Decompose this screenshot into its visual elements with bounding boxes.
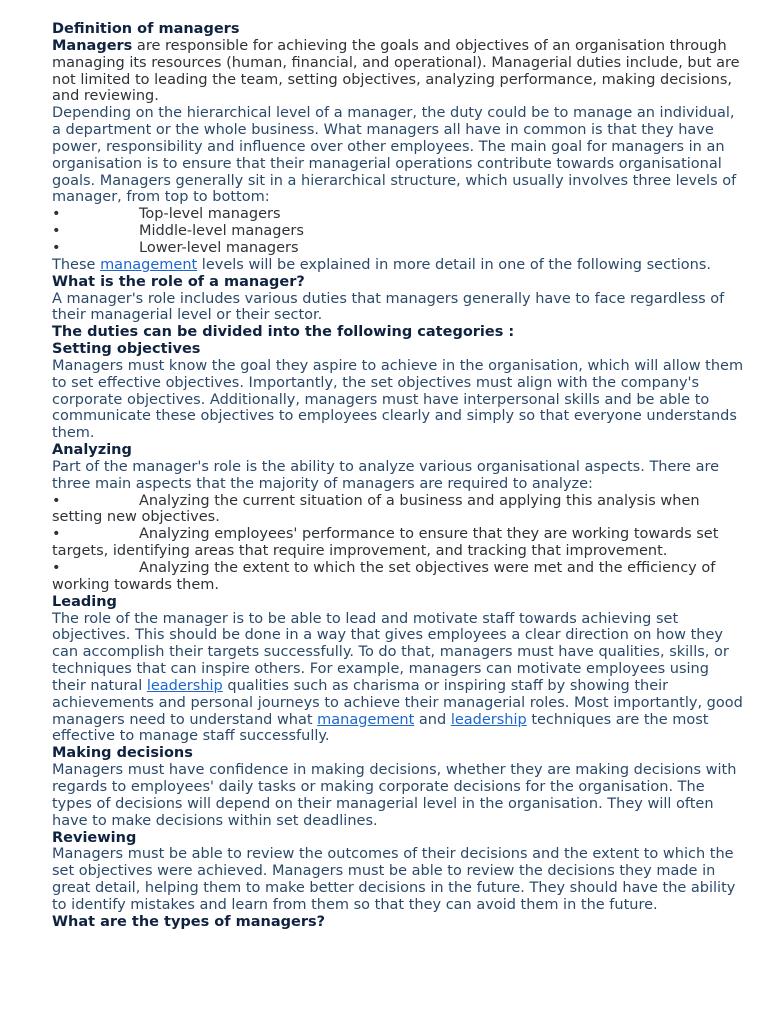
reviewing-paragraph: Managers must be able to review the outcomes of their decisions and the extent to which the set objectives were achieved. Managers must be able to review the decisions they made in great detail, helping them to make better decisions in the future. They should have the ability to identify mistakes and learn from them so that they can avoid them in the future.: [52, 846, 736, 913]
level-label: Lower-level managers: [139, 239, 299, 256]
objectives-paragraph: Managers must know the goal they aspire to achieve in the organisation, which will allow them to set effective objectives. Importantly, the set objectives must align with the company's corporate objectives. Additionally, managers must have interpersonal skills and be able to communicate these objectives to employees clearly and simply so that everyone understands them.: [52, 357, 744, 442]
list-item-analyzing: [52, 493, 744, 527]
analyzing-item-text: Analyzing the current situation of a business and applying this analysis when setting new objectives.: [52, 492, 700, 526]
list-item-level: [52, 206, 744, 223]
heading-categories: The duties can be divided into the following categories :: [52, 324, 515, 341]
role-paragraph: A manager's role includes various duties that managers generally have to face regardless of their managerial level or their sector.: [52, 290, 725, 324]
decisions-paragraph: Managers must have confidence in making decisions, whether they are making decisions with regards to employees' daily tasks or making corporate decisions for the organisation. The types of decisions will depend on their managerial level in the organisation. They will often have to make decisions within set deadlines.: [52, 762, 737, 829]
list-item-analyzing: [52, 560, 744, 594]
level-label: Middle-level managers: [139, 223, 304, 240]
heading-making-decisions: Making decisions: [52, 745, 193, 762]
intro-bold-term: Managers: [52, 37, 133, 54]
leading-text: The role of the manager is to be able to lead and motivate staff towards achieving set objectives. This should be done in a way that gives employees a clear direction on how they can accomplish their targets successfully. To do that, managers must have qualities, skills, or techniques that can inspire others. For example, managers can motivate employees using their natural: [52, 610, 729, 694]
management-link[interactable]: management: [317, 711, 415, 728]
leading-text: and: [414, 711, 451, 728]
heading-leading: Leading: [52, 593, 117, 610]
heading-setting-objectives: Setting objectives: [52, 341, 201, 358]
bullet-icon: •: [52, 223, 61, 240]
list-item-level: [52, 223, 744, 240]
heading-types-of-managers: What are the types of managers?: [52, 913, 326, 930]
bullet-icon: •: [52, 526, 61, 543]
levels-note-text: levels will be explained in more detail in one of the following sections.: [197, 256, 712, 273]
bullet-icon: •: [52, 492, 61, 509]
heading-reviewing: Reviewing: [52, 829, 137, 846]
bullet-icon: •: [52, 239, 61, 256]
leadership-link[interactable]: leadership: [450, 711, 527, 728]
levels-note: [52, 257, 744, 274]
list-item-analyzing: [52, 526, 744, 560]
hierarchy-paragraph: Depending on the hierarchical level of a manager, the duty could be to manage an individual, a department or the whole business. What managers all have in common is that they have power, responsibility and influence over other employees. The main goal for managers in an organisation is to ensure that their managerial operations contribute towards organisational goals. Managers generally sit in a hierarchical structure, which usually involves three levels of manager, from top to bottom:: [52, 105, 737, 206]
heading-definition: Definition of managers: [52, 21, 240, 37]
leadership-link[interactable]: leadership: [146, 677, 223, 694]
heading-role: What is the role of a manager?: [52, 273, 305, 290]
management-link[interactable]: management: [100, 256, 198, 273]
document-body: [52, 21, 744, 931]
bullet-icon: •: [52, 206, 61, 223]
leading-text: techniques are the most effective to manage staff successfully.: [52, 711, 709, 745]
leading-text: qualities such as charisma or inspiring staff by showing their achievements and personal journeys to achieve their managerial roles. Most importantly, good managers need to understand what: [52, 677, 743, 728]
levels-note-text: These: [52, 256, 101, 273]
intro-paragraph: [52, 38, 744, 105]
leading-paragraph: [52, 611, 744, 746]
analyzing-item-text: Analyzing employees' performance to ensure that they are working towards set targets, identifying areas that require improvement, and tracking that improvement.: [52, 526, 719, 560]
intro-text: are responsible for achieving the goals and objectives of an organisation through managing its resources (human, financial, and operational). Managerial duties include, but are not limited to leading the team, setting objectives, analyzing performance, making decisions, and reviewing.: [52, 37, 740, 105]
level-label: Top-level managers: [139, 206, 281, 223]
analyzing-paragraph: Part of the manager's role is the ability to analyze various organisational aspects. There are three main aspects that the majority of managers are required to analyze:: [52, 458, 720, 492]
list-item-level: [52, 240, 744, 257]
analyzing-item-text: Analyzing the extent to which the set objectives were met and the efficiency of working towards them.: [52, 560, 716, 593]
bullet-icon: •: [52, 560, 61, 576]
heading-analyzing: Analyzing: [52, 442, 132, 459]
